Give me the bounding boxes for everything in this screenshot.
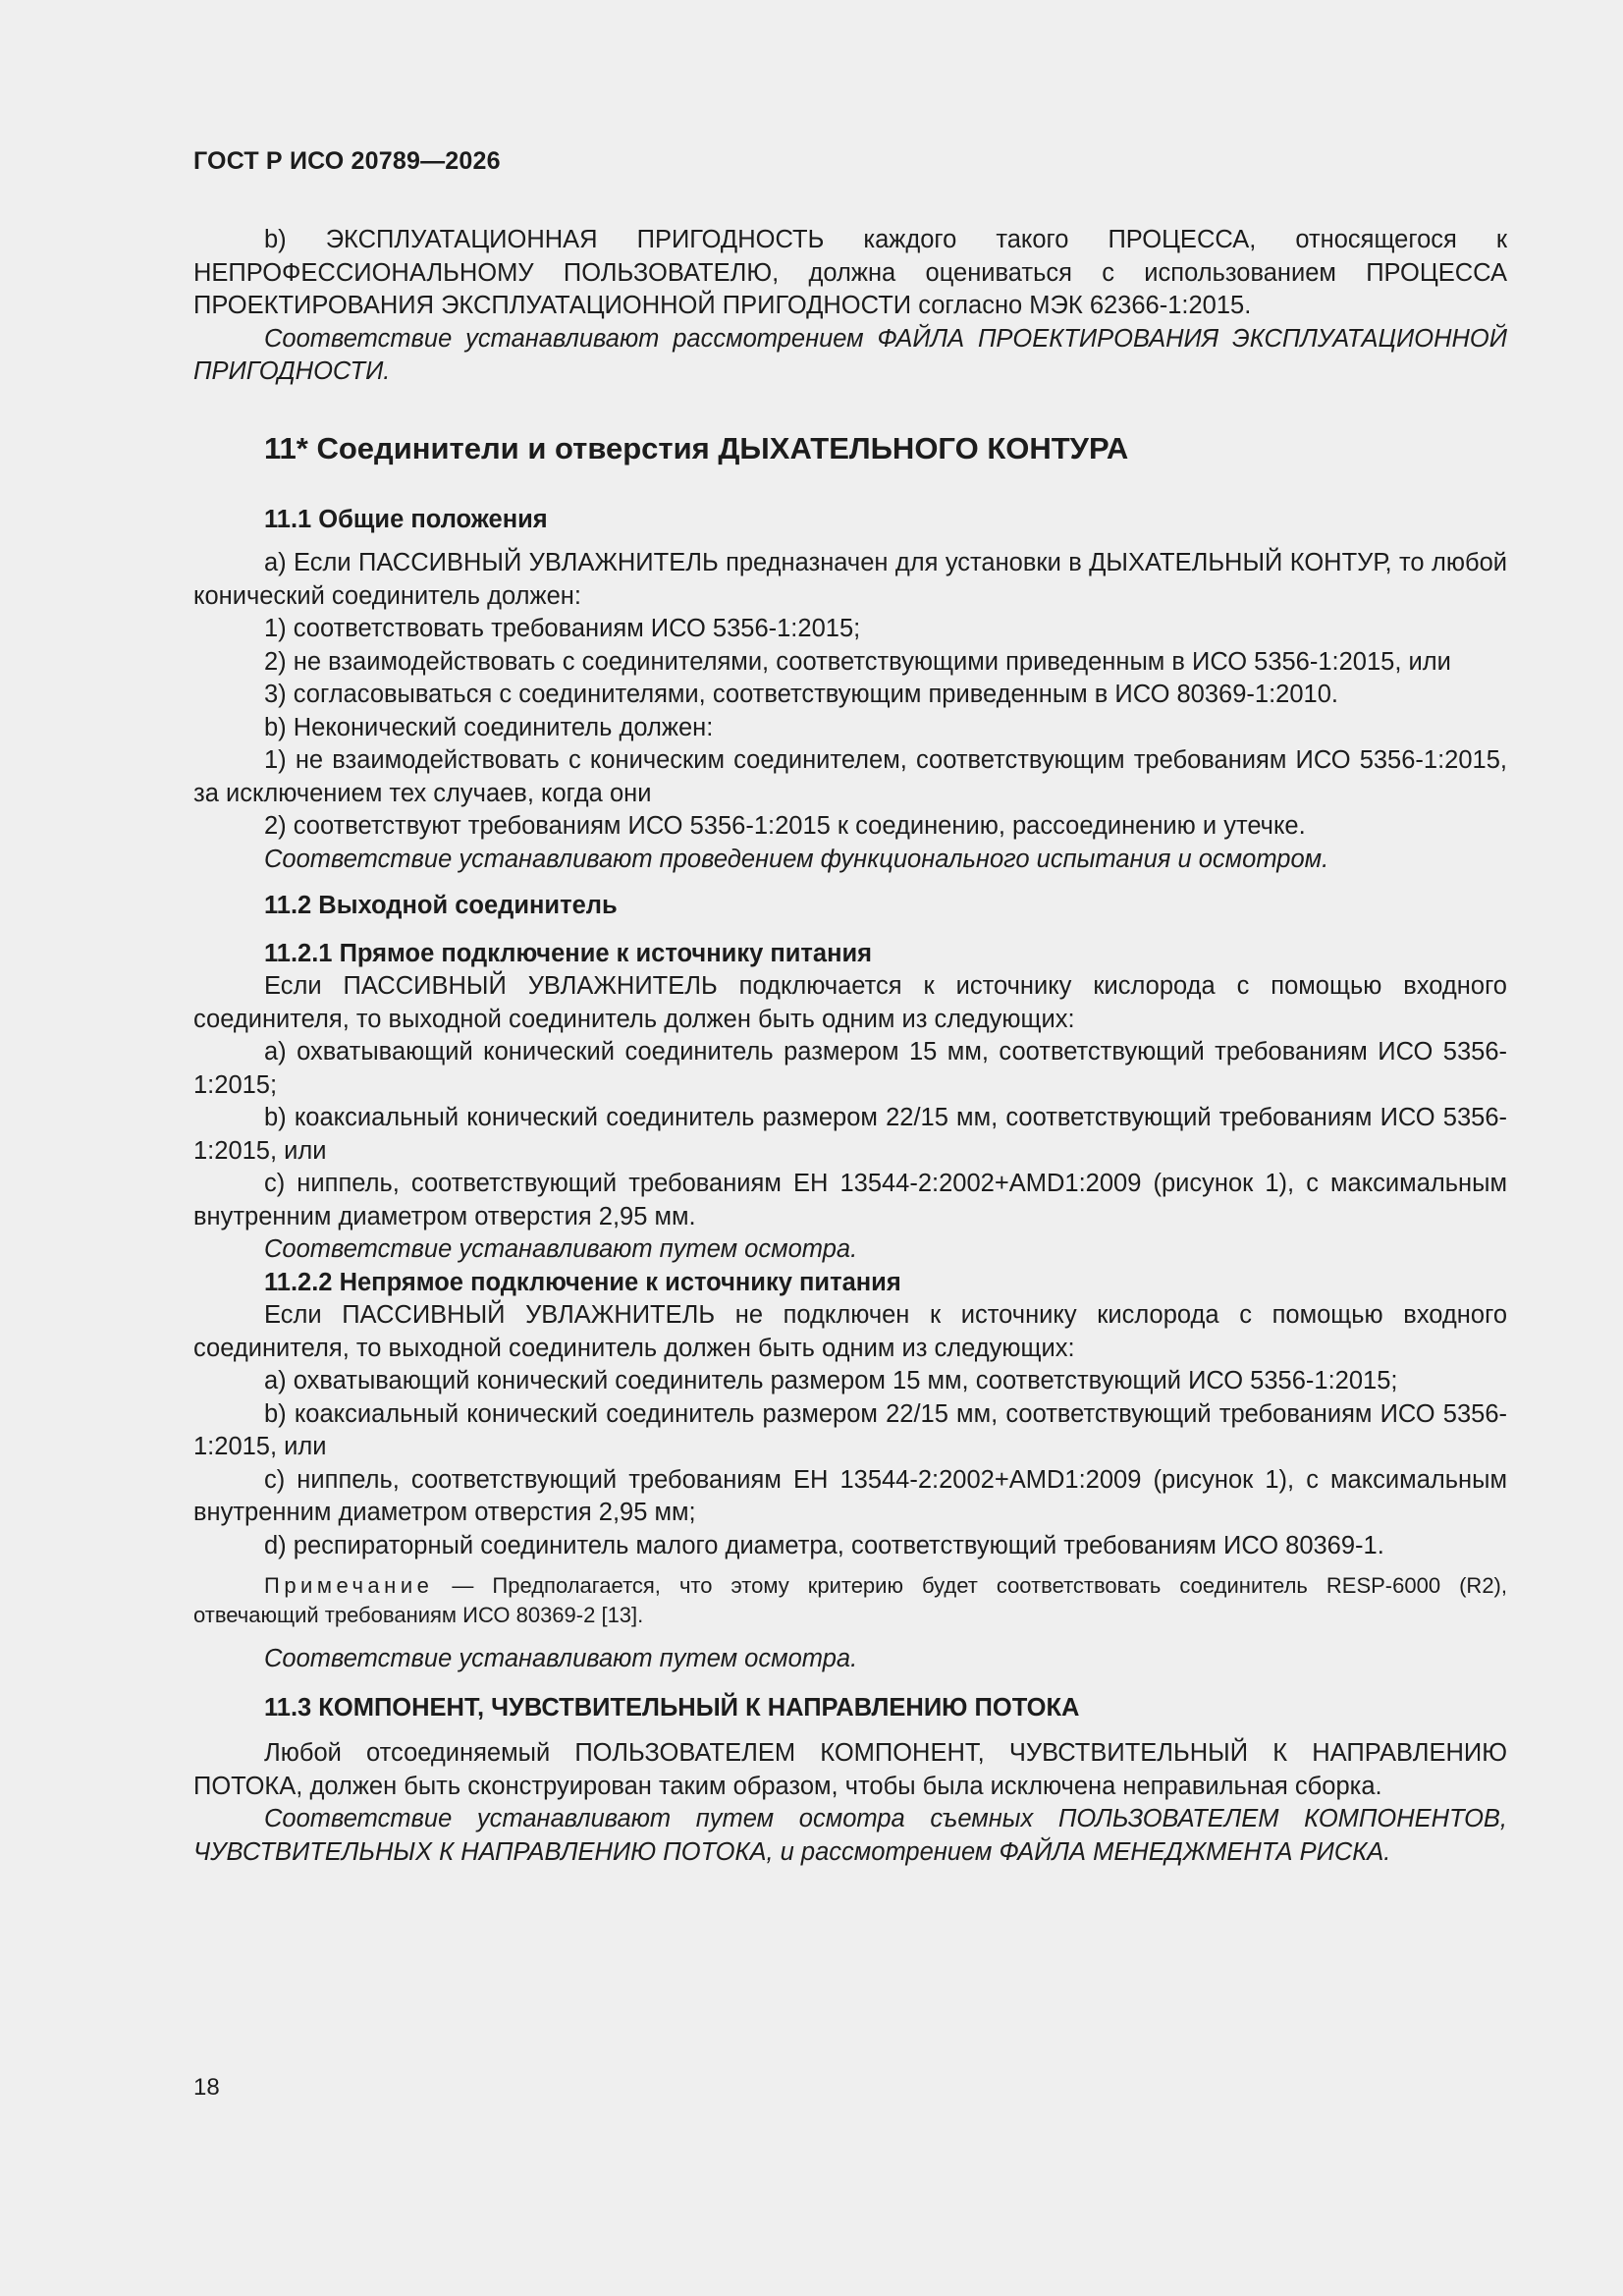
page-content xyxy=(193,224,1507,1869)
list-item: 1) соответствовать требованиям ИСО 5356-1:2015; xyxy=(264,615,861,642)
subsection-heading: 11.2.2 Непрямое подключение к источнику питания xyxy=(264,1268,901,1296)
compliance-statement: Соответствие устанавливают путем осмотра. xyxy=(264,1235,858,1263)
list-item: d) респираторный соединитель малого диаметра, соответствующий требованиям ИСО 80369-1. xyxy=(264,1531,1384,1559)
page-header: ГОСТ Р ИСО 20789—2026 xyxy=(193,147,501,175)
compliance-statement: Соответствие устанавливают путем осмотра съемных ПОЛЬЗОВАТЕЛЕМ КОМПОНЕНТОВ, ЧУВСТВИТЕЛЬНЫХ К НАПРАВЛЕНИЮ ПОТОКА, и рассмотрением ФАЙЛА МЕНЕДЖМЕНТА РИСКА. xyxy=(193,1805,1507,1866)
page-number: 18 xyxy=(193,2074,220,2101)
compliance-statement: Соответствие устанавливают проведением функционального испытания и осмотром. xyxy=(264,845,1329,873)
paragraph: b) ЭКСПЛУАТАЦИОННАЯ ПРИГОДНОСТЬ каждого такого ПРОЦЕССА, относящегося к НЕПРОФЕССИОНАЛЬНОМУ ПОЛЬЗОВАТЕЛЮ, должна оцениваться с использованием ПРОЦЕССА ПРОЕКТИРОВАНИЯ ЭКСПЛУАТАЦИОННОЙ ПРИГОДНОСТИ согласно МЭК 62366-1:2015. xyxy=(193,226,1507,319)
subsection-heading: 11.2.1 Прямое подключение к источнику питания xyxy=(264,939,873,967)
compliance-statement: Соответствие устанавливают рассмотрением ФАЙЛА ПРОЕКТИРОВАНИЯ ЭКСПЛУАТАЦИОННОЙ ПРИГОДНОСТИ. xyxy=(193,324,1507,385)
paragraph: Если ПАССИВНЫЙ УВЛАЖНИТЕЛЬ не подключен к источнику кислорода с помощью входного соединителя, то выходной соединитель должен быть одним из следующих: xyxy=(193,1301,1507,1362)
list-item: 1) не взаимодействовать с коническим соединителем, соответствующим требованиям ИСО 5356-1:2015, за исключением тех случаев, когда они xyxy=(193,746,1507,807)
note-text: — Предполагается, что этому критерию будет соответствовать соединитель RESP-6000 (R2), отвечающий требованиям ИСО 80369-2 [13]. xyxy=(193,1573,1507,1627)
list-item: b) Неконический соединитель должен: xyxy=(264,713,714,741)
compliance-statement: Соответствие устанавливают путем осмотра. xyxy=(264,1645,858,1672)
subsection-heading: 11.2 Выходной соединитель xyxy=(264,892,618,919)
list-item: a) охватывающий конический соединитель размером 15 мм, соответствующий ИСО 5356-1:2015; xyxy=(264,1367,1398,1394)
paragraph: Любой отсоединяемый ПОЛЬЗОВАТЕЛЕМ КОМПОНЕНТ, ЧУВСТВИТЕЛЬНЫЙ К НАПРАВЛЕНИЮ ПОТОКА, должен быть сконструирован таким образом, чтобы была исключена неправильная сборка. xyxy=(193,1739,1507,1800)
list-item: 2) соответствуют требованиям ИСО 5356-1:2015 к соединению, рассоединению и утечке. xyxy=(264,812,1306,840)
list-item: 3) согласовываться с соединителями, соответствующим приведенным в ИСО 80369-1:2010. xyxy=(264,681,1338,708)
paragraph: Если ПАССИВНЫЙ УВЛАЖНИТЕЛЬ подключается к источнику кислорода с помощью входного соединителя, то выходной соединитель должен быть одним из следующих: xyxy=(193,972,1507,1033)
list-item: c) ниппель, соответствующий требованиям ЕН 13544-2:2002+AMD1:2009 (рисунок 1), с максимальным внутренним диаметром отверстия 2,95 мм; xyxy=(193,1465,1507,1526)
list-item: b) коаксиальный конический соединитель размером 22/15 мм, соответствующий требованиям ИСО 5356-1:2015, или xyxy=(193,1104,1507,1165)
list-item: a) охватывающий конический соединитель размером 15 мм, соответствующий требованиям ИСО 5356-1:2015; xyxy=(193,1038,1507,1099)
paragraph: a) Если ПАССИВНЫЙ УВЛАЖНИТЕЛЬ предназначен для установки в ДЫХАТЕЛЬНЫЙ КОНТУР, то любой конический соединитель должен: xyxy=(193,549,1507,610)
note xyxy=(193,1571,1507,1630)
list-item: c) ниппель, соответствующий требованиям ЕН 13544-2:2002+AMD1:2009 (рисунок 1), с максимальным внутренним диаметром отверстия 2,95 мм. xyxy=(193,1170,1507,1230)
section-heading: 11* Соединители и отверстия ДЫХАТЕЛЬНОГО КОНТУРА xyxy=(264,430,1129,465)
list-item: 2) не взаимодействовать с соединителями, соответствующими приведенным в ИСО 5356-1:2015, или xyxy=(264,647,1451,676)
subsection-heading: 11.3 КОМПОНЕНТ, ЧУВСТВИТЕЛЬНЫЙ К НАПРАВЛЕНИЮ ПОТОКА xyxy=(264,1693,1080,1722)
note-label: Примечание xyxy=(264,1573,434,1598)
list-item: b) коаксиальный конический соединитель размером 22/15 мм, соответствующий требованиям ИСО 5356-1:2015, или xyxy=(193,1399,1507,1460)
subsection-heading: 11.1 Общие положения xyxy=(264,505,548,533)
